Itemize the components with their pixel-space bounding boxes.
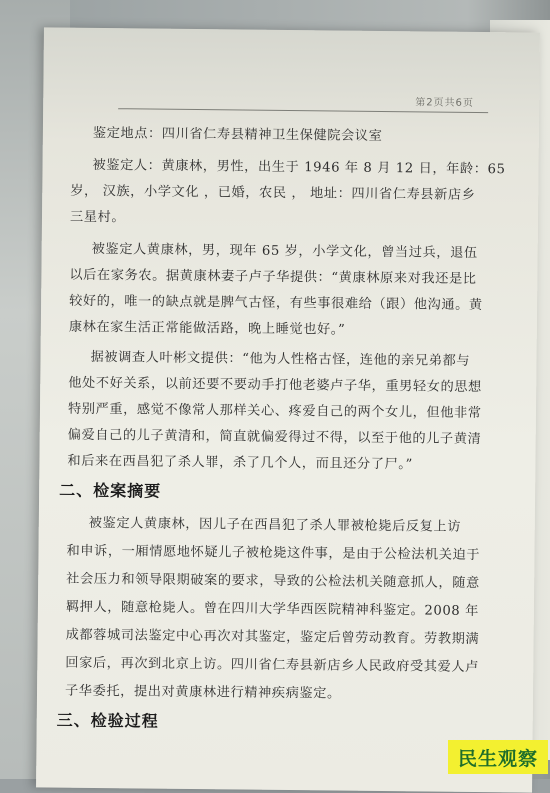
- document-page: [36, 27, 540, 792]
- heading-examination: 三、检验过程: [56, 710, 159, 731]
- line-summary-6: 回家后，再次到北京上访。四川省仁寿县新店乡人民政府受其爱人卢: [65, 655, 480, 676]
- line-para2-5: 和后来在西昌犯了杀人罪，杀了几个人，而且还分了尸。”: [67, 453, 413, 473]
- line-para2-1: 据被调查人叶彬文提供：“他为人性格古怪，连他的亲兄弟都与: [90, 349, 471, 369]
- line-para1-2: 以后在家务农。据黄康林妻子卢子华提供：“黄康林原来对我还是比: [69, 267, 477, 287]
- line-para2-3: 特别严重，感觉不像常人那样关心、疼爱自己的两个女儿，但他非常: [67, 401, 482, 422]
- line-para2-4: 偏爱自己的儿子黄清和，简直就偏爱得过不得，以至于他的儿子黄清: [67, 427, 482, 448]
- line-summary-3: 社会压力和领导限期破案的要求，导致的公检法机关随意抓人，随意: [66, 571, 480, 592]
- heading-case-summary: 二、检案摘要: [59, 480, 162, 501]
- line-summary-7: 子华委托，提出对黄康林进行精神疾病鉴定。: [64, 683, 341, 702]
- line-subject-3: 三星村。: [69, 209, 126, 226]
- line-para1-1: 被鉴定人黄康林，男，现年 65 岁，小学文化，曾当过兵，退伍: [91, 241, 478, 261]
- line-subject-2: 岁， 汉族，小学文化 ，已婚，农民 ， 地址：四川省仁寿县新店乡: [70, 183, 476, 203]
- line-subject-1: 被鉴定人：黄康林，男性，出生于 1946 年 8 月 12 日，年龄：65: [92, 157, 506, 178]
- page-indicator: 第2页共6页: [415, 97, 475, 109]
- header-rule: [118, 108, 488, 113]
- line-summary-1: 被鉴定人黄康林，因儿子在西昌犯了杀人罪被枪毙后反复上访: [88, 515, 462, 535]
- line-para2-2: 他处不好关系，以前还要不要动手打他老婆卢子华，重男轻女的思想: [68, 375, 482, 396]
- line-para1-3: 较好的，唯一的缺点就是脾气古怪，有些事很难给（跟）他沟通。黄: [69, 293, 483, 314]
- line-summary-2: 和申诉，一厢情愿地怀疑儿子被枪毙这件事，是由于公检法机关迫于: [66, 543, 481, 564]
- line-location: 鉴定地点：四川省仁寿县精神卫生保健院会议室: [92, 125, 383, 144]
- line-para1-4: 康林在家生活正常能做活路，晚上睡觉也好。”: [68, 319, 346, 338]
- line-summary-5: 成都蓉城司法鉴定中心再次对其鉴定，鉴定后曾劳动教育。劳教期满: [65, 627, 480, 648]
- watermark-logo: 民生观察: [448, 740, 548, 774]
- line-summary-4: 羁押人，随意枪毙人。曾在四川大学华西医院精神科鉴定。2008 年: [65, 599, 479, 620]
